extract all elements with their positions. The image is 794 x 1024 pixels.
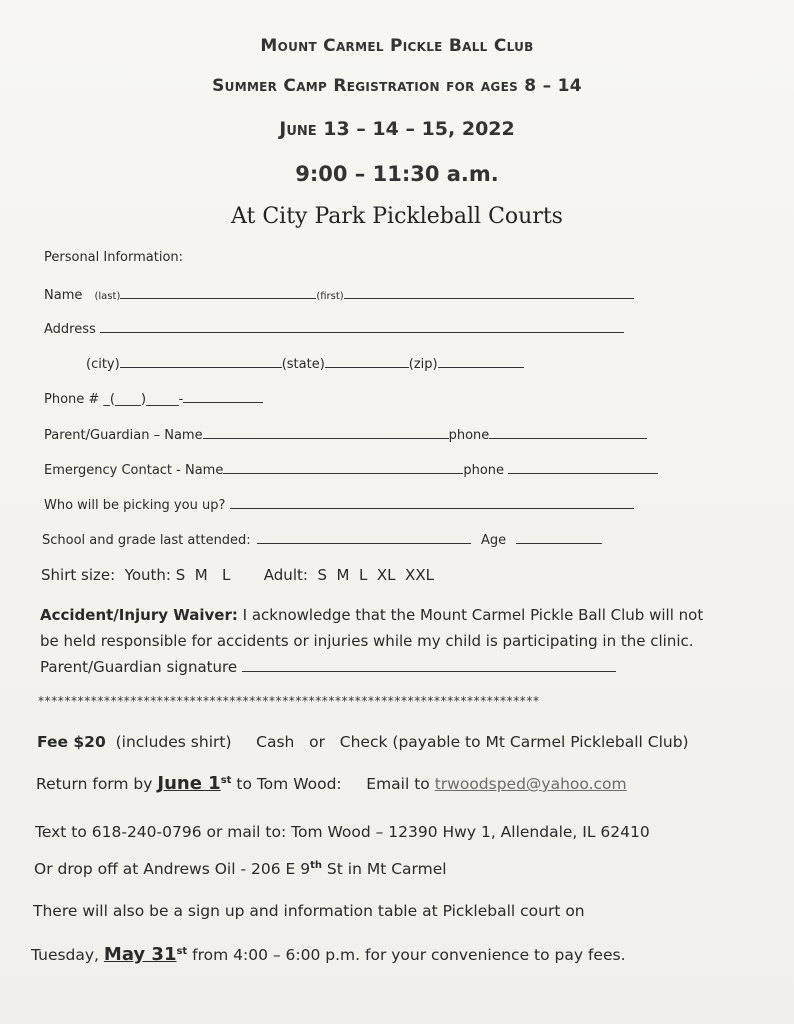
parent-phone-label: phone [448, 428, 490, 443]
table-info-line: There will also be a sign up and information table at Pickleball court on [33, 902, 585, 920]
phone-field[interactable] [183, 390, 263, 403]
first-label: (first) [316, 291, 344, 302]
emergency-label: Emergency Contact - Name [44, 463, 224, 478]
waiver-text-2: be held responsible for accidents or injuries while my child is participating in the clinic. [40, 632, 694, 650]
camp-time: 9:00 – 11:30 a.m. [295, 162, 499, 186]
drop-post: St in Mt Carmel [322, 860, 447, 879]
drop-pre: Or drop off at Andrews Oil - 206 E 9 [34, 860, 311, 879]
school-field[interactable] [257, 531, 471, 544]
address-row [44, 320, 624, 337]
age-label: Age [480, 533, 507, 548]
drop-suffix: th [310, 860, 322, 871]
zip-field[interactable] [438, 355, 524, 368]
pickup-label: Who will be picking you up? [44, 498, 226, 513]
name-label: Name [44, 288, 83, 303]
emergency-name-field[interactable] [223, 461, 463, 474]
camp-dates: June 13 – 14 – 15, 2022 [279, 118, 515, 140]
fee-details: (includes shirt) Cash or Check (payable to Mt Carmel Pickleball Club) [105, 733, 689, 751]
emergency-phone-label: phone [463, 463, 505, 478]
city-row [86, 355, 524, 372]
fee-line [37, 733, 689, 751]
return-post: to Tom Wood: Email to [231, 775, 435, 793]
waiver-line-1 [40, 606, 703, 624]
return-date-suffix: st [220, 774, 232, 786]
return-date: June 1 [157, 773, 221, 794]
last-label: (last) [94, 291, 121, 302]
age-field[interactable] [516, 531, 602, 544]
waiver-text-1: I acknowledge that the Mount Carmel Pickle Ball Club will not [237, 606, 704, 624]
fee-label: Fee $20 [37, 733, 106, 751]
emergency-row [44, 461, 658, 478]
return-pre: Return form by [36, 775, 158, 793]
pickup-row [44, 496, 634, 513]
phone-row [44, 390, 263, 407]
email-link[interactable]: trwoodsped@yahoo.com [434, 775, 627, 793]
personal-info-heading: Personal Information: [44, 250, 184, 265]
signature-field[interactable] [242, 657, 616, 672]
school-row [42, 531, 602, 548]
name-row [44, 286, 634, 303]
parent-label: Parent/Guardian – Name [44, 428, 203, 443]
address-field[interactable] [100, 320, 624, 333]
camp-location: At City Park Pickleball Courts [231, 204, 563, 229]
pickup-field[interactable] [230, 496, 634, 509]
phone-label: Phone # _(____)_____- [44, 392, 184, 407]
tues-date-suffix: st [176, 945, 188, 957]
state-label: (state) [281, 357, 325, 372]
waiver-title: Accident/Injury Waiver: [40, 606, 238, 624]
club-title: Mount Carmel Pickle Ball Club [260, 36, 534, 56]
separator-line: **************************************************************************** [38, 694, 540, 708]
camp-title: Summer Camp Registration for ages 8 – 14 [212, 76, 582, 96]
address-label: Address [44, 322, 96, 337]
text-mail-line: Text to 618-240-0796 or mail to: Tom Wood – 12390 Hwy 1, Allendale, IL 62410 [35, 823, 650, 841]
emergency-phone-field[interactable] [508, 461, 658, 474]
tues-post: from 4:00 – 6:00 p.m. for your convenience to pay fees. [187, 946, 626, 964]
school-label: School and grade last attended: [42, 533, 251, 548]
parent-name-field[interactable] [203, 426, 449, 439]
city-label: (city) [86, 357, 120, 372]
shirt-size-line: Shirt size: Youth: S M L Adult: S M L XL XXL [41, 566, 434, 584]
last-name-field[interactable] [120, 286, 316, 299]
signature-label: Parent/Guardian signature [40, 658, 238, 676]
zip-label: (zip) [408, 357, 438, 372]
tuesday-line [31, 944, 626, 965]
first-name-field[interactable] [344, 286, 634, 299]
tues-date: May 31 [103, 944, 177, 965]
parent-row [44, 426, 647, 443]
parent-phone-field[interactable] [489, 426, 647, 439]
drop-off-line [34, 860, 447, 878]
tues-pre: Tuesday, [31, 946, 104, 964]
return-line [36, 773, 627, 794]
signature-row [40, 657, 616, 676]
city-field[interactable] [120, 355, 282, 368]
state-field[interactable] [325, 355, 409, 368]
